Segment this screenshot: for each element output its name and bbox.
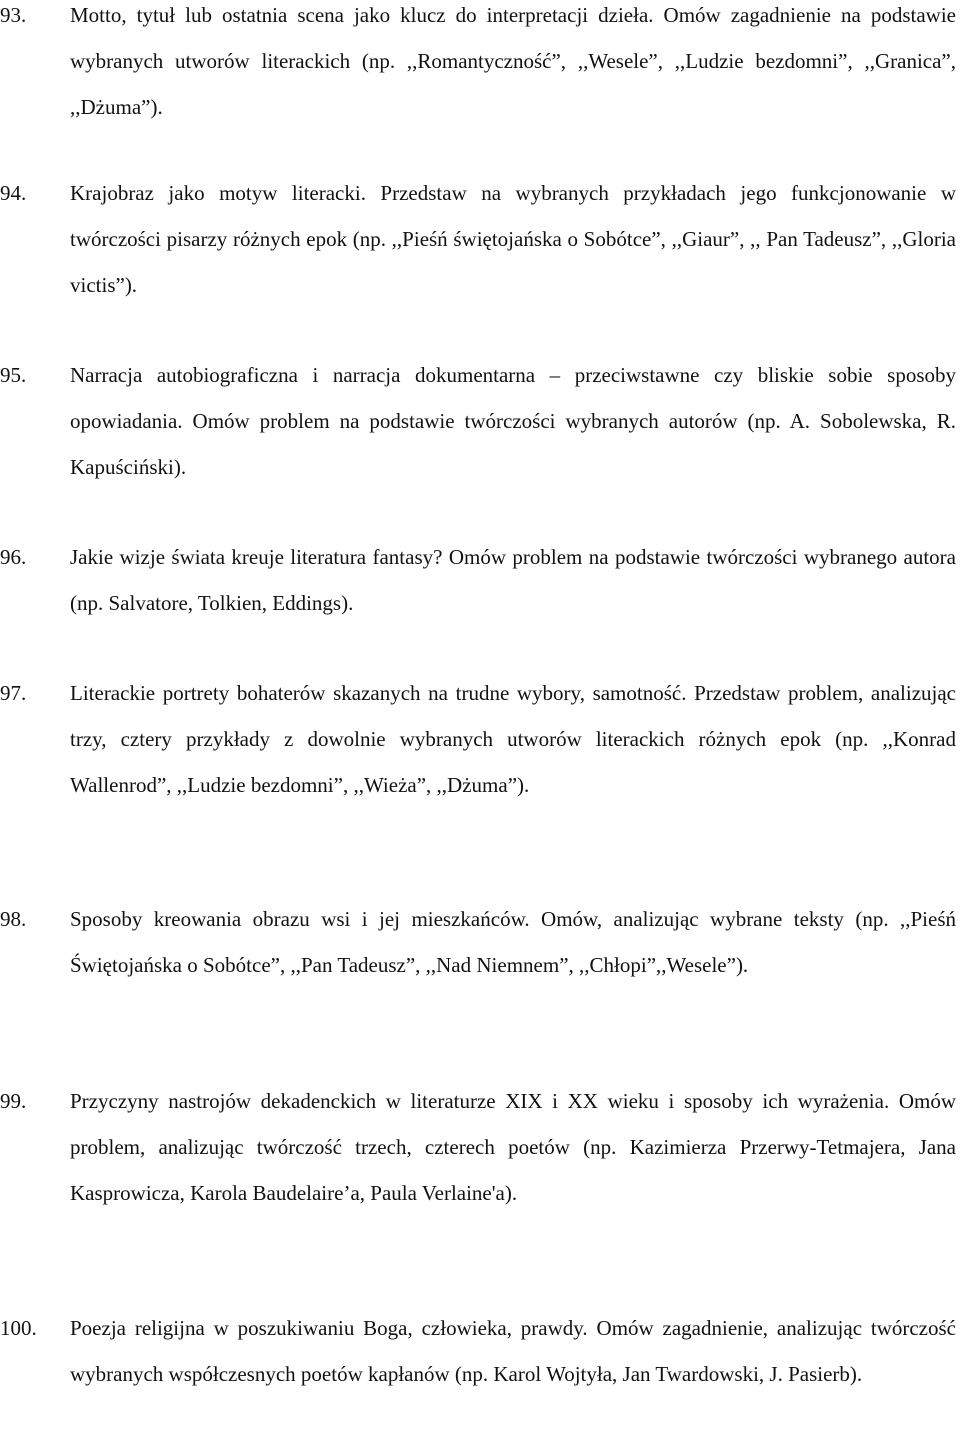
item-number: 96. xyxy=(0,545,27,569)
item-text: Narracja autobiograficzna i narracja dokumentarna – przeciwstawne czy bliskie sobie sposoby opowiadania. Omów problem na podstawie twórczości wybranych autorów (np. A. Sobolewska, R. Kapuściński). xyxy=(70,363,956,479)
item-number: 97. xyxy=(0,681,27,705)
item-text: Poezja religijna w poszukiwaniu Boga, człowieka, prawdy. Omów zagadnienie, analizując twórczość wybranych współczesnych poetów kapłanów (np. Karol Wojtyła, Jan Twardowski, J. Pasierb). xyxy=(70,1316,956,1386)
item-number: 99. xyxy=(0,1089,27,1113)
item-text: Jakie wizje świata kreuje literatura fantasy? Omów problem na podstawie twórczości wybranego autora (np. Salvatore, Tolkien, Eddings). xyxy=(70,545,956,615)
item-text: Przyczyny nastrojów dekadenckich w literaturze XIX i XX wieku i sposoby ich wyrażenia. Omów problem, analizując twórczość trzech, czterech poetów (np. Kazimierza Przerwy-Tetmajera, Jana Kasprowicza, Karola Baudelaire’a, Paula Verlaine'a). xyxy=(70,1089,956,1205)
item-number: 93. xyxy=(0,3,27,27)
item-text: Literackie portrety bohaterów skazanych na trudne wybory, samotność. Przedstaw problem, analizując trzy, cztery przykłady z dowolnie wybranych utworów literackich różnych epok (np. ,,Konrad Wallenrod”, ,,Ludzie bezdomni”, ,,Wieża”, ,,Dżuma”). xyxy=(70,681,956,797)
item-number: 98. xyxy=(0,907,27,931)
item-number: 95. xyxy=(0,363,27,387)
item-text: Motto, tytuł lub ostatnia scena jako klucz do interpretacji dzieła. Omów zagadnienie na podstawie wybranych utworów literackich (np. ,,Romantyczność”, ,,Wesele”, ,,Ludzie bezdomni”, ,,Granica”, ,,Dżuma”). xyxy=(70,3,956,119)
item-text: Krajobraz jako motyw literacki. Przedstaw na wybranych przykładach jego funkcjonowanie w twórczości pisarzy różnych epok (np. ,,Pieśń świętojańska o Sobótce”, ,,Giaur”, ,, Pan Tadeusz”, ,,Gloria victis”). xyxy=(70,181,956,297)
item-number: 100. xyxy=(0,1316,37,1340)
item-text: Sposoby kreowania obrazu wsi i jej mieszkańców. Omów, analizując wybrane teksty (np. ,,Pieśń Świętojańska o Sobótce”, ,,Pan Tadeusz”, ,,Nad Niemnem”, ,,Chłopi”,,Wesele”). xyxy=(70,907,956,977)
item-number: 94. xyxy=(0,181,27,205)
